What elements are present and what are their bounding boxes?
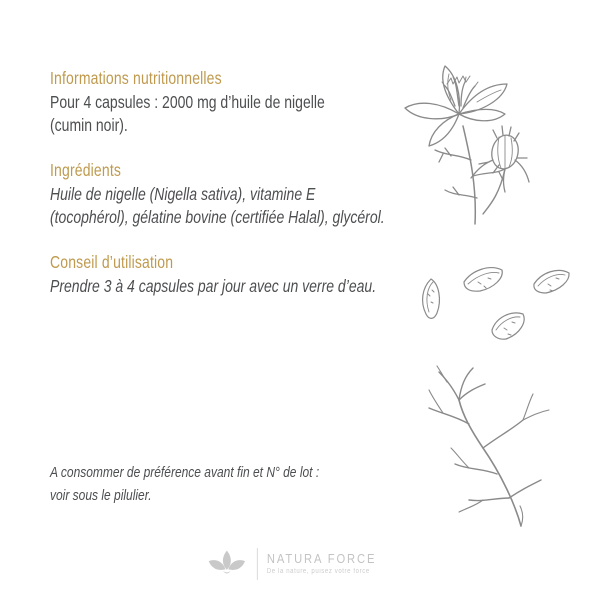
nigella-branch-illustration (403, 358, 579, 540)
section-usage-advice (50, 252, 376, 298)
logo-divider (257, 548, 258, 580)
brand-tagline: De la nature, puisez votre force (266, 568, 370, 575)
section-text-line: Huile de nigelle (Nigella sativa), vitamine E (50, 184, 316, 204)
best-before-note (50, 461, 319, 507)
section-heading: Informations nutritionnelles (50, 68, 222, 88)
section-nutrition-facts (50, 68, 325, 136)
section-text-line: Pour 4 capsules : 2000 mg d’huile de nigelle (50, 92, 325, 112)
brand-logo (206, 548, 394, 580)
brand-name: NATURA FORCE (266, 551, 377, 566)
lotus-leaves-icon (206, 549, 248, 579)
section-heading: Conseil d’utilisation (50, 252, 174, 272)
section-ingredients (50, 160, 385, 228)
note-text-line: A consommer de préférence avant fin et N° de lot : (50, 464, 320, 481)
nigella-seeds-illustration (398, 250, 580, 350)
note-text-line: voir sous le pilulier. (50, 487, 152, 504)
section-text-line: (cumin noir). (50, 114, 128, 135)
section-text-line: (tocophérol), gélatine bovine (certifiée Halal), glycérol. (50, 206, 385, 227)
section-heading: Ingrédients (50, 160, 122, 180)
nigella-flower-illustration (393, 56, 575, 242)
section-text-line: Prendre 3 à 4 capsules par jour avec un verre d’eau. (50, 276, 377, 296)
logo-text (267, 551, 394, 577)
text-column (50, 0, 434, 600)
